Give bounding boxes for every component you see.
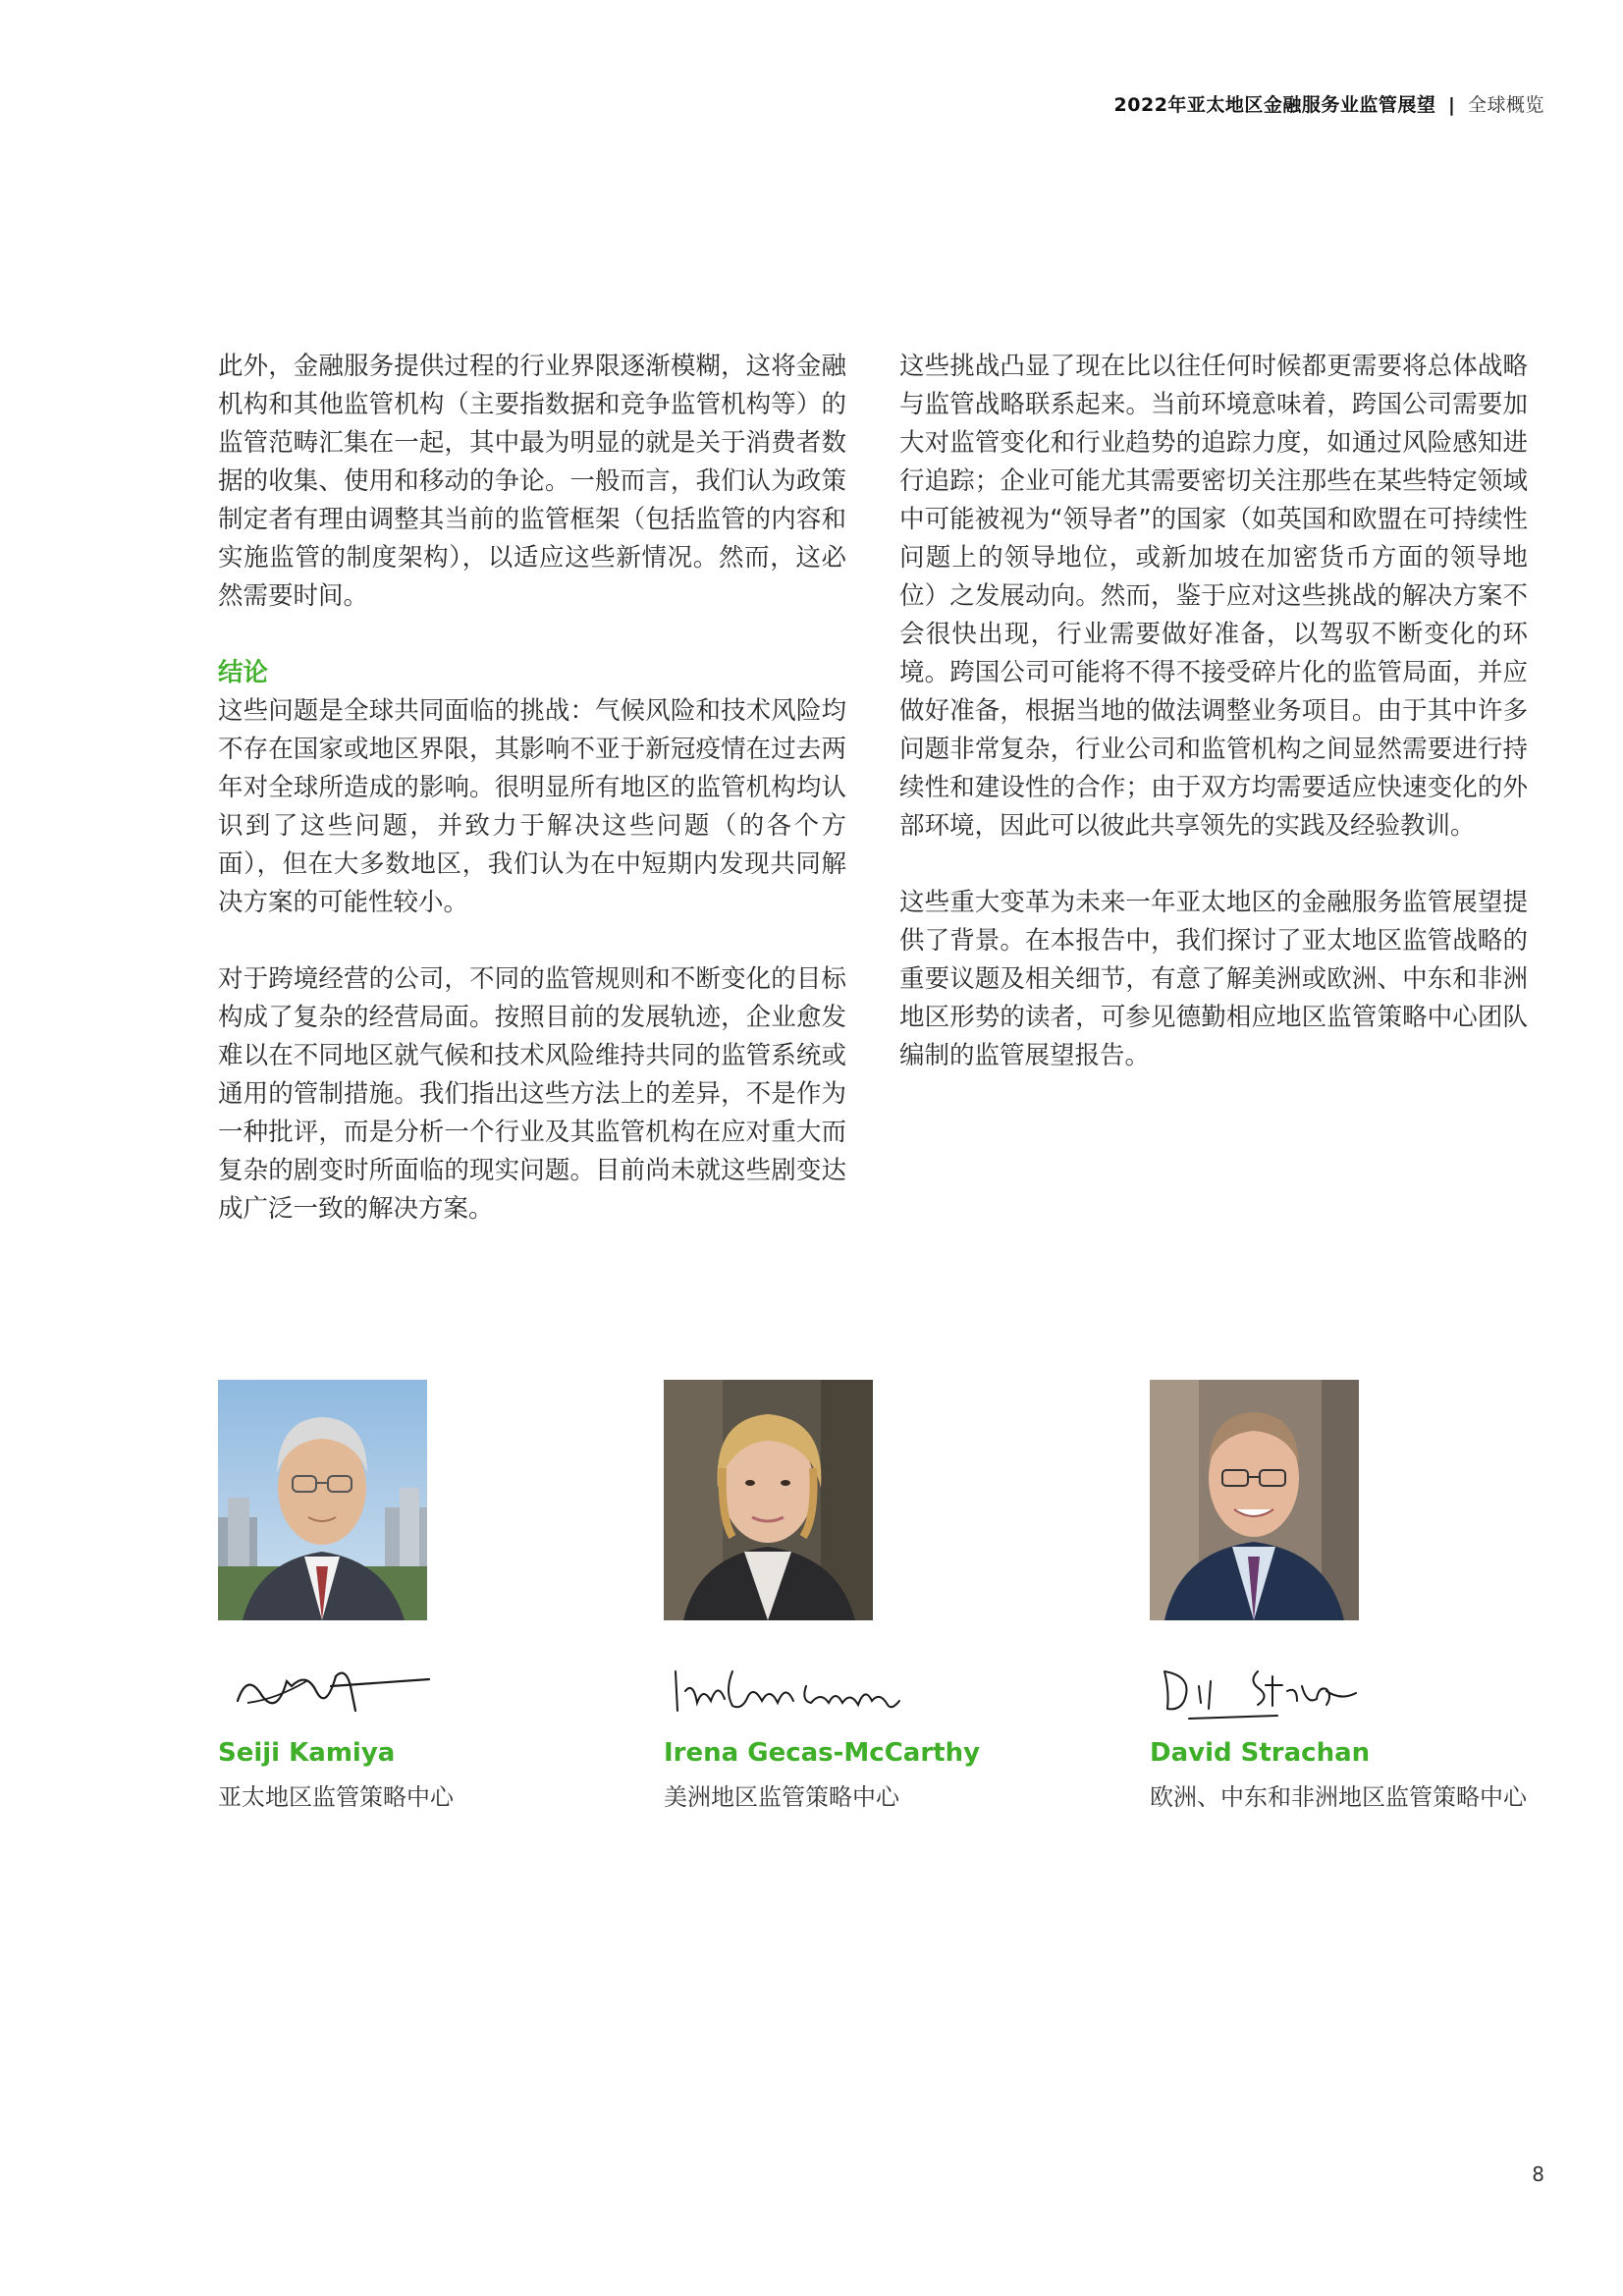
author-photo (664, 1380, 873, 1620)
author-name: David Strachan (1150, 1738, 1371, 1768)
conclusion-heading: 结论 (218, 658, 269, 687)
author-card (1150, 1380, 1562, 1812)
author-role: 美洲地区监管策略中心 (664, 1783, 899, 1811)
intro-paragraph: 此外，金融服务提供过程的行业界限逐渐模糊，这将金融机构和其他监管机构（主要指数据和竞争监管机构等）的监管范畴汇集在一起，其中最为明显的就是关于消费者数据的收集、使用和移动的争论。一般而言，我们认为政策制定者有理由调整其当前的监管框架（包括监管的内容和实施监管的制度架构），以适应这些新情况。然而，这必然需要时间。 (218, 352, 846, 611)
signature-image (218, 1642, 473, 1726)
author-photo (218, 1380, 427, 1620)
left-column (218, 348, 846, 1267)
author-card (664, 1380, 1076, 1812)
section-title: 全球概览 (1467, 94, 1544, 116)
conclusion-paragraph-2: 对于跨境经营的公司，不同的监管规则和不断变化的目标构成了复杂的经营局面。按照目前的发展轨迹，企业愈发难以在不同地区就气候和技术风险维持共同的监管系统或通用的管制措施。我们指出这些方法上的差异，不是作为一种批评，而是分析一个行业及其监管机构在应对重大而复杂的剧变时所面临的现实问题。目前尚未就这些剧变达成广泛一致的解决方案。 (218, 964, 846, 1224)
right-paragraph-1: 这些挑战凸显了现在比以往任何时候都更需要将总体战略与监管战略联系起来。当前环境意味着，跨国公司需要加大对监管变化和行业趋势的追踪力度，如通过风险感知进行追踪；企业可能尤其需要密切关注那些在某些特定领域中可能被视为“领导者”的国家（如英国和欧盟在可持续性问题上的领导地位，或新加坡在加密货币方面的领导地位）之发展动向。然而，鉴于应对这些挑战的解决方案不会很快出现，行业需要做好准备，以驾驭不断变化的环境。跨国公司可能将不得不接受碎片化的监管局面，并应做好准备，根据当地的做法调整业务项目。由于其中许多问题非常复杂，行业公司和监管机构之间显然需要进行持续性和建设性的合作；由于双方均需要适应快速变化的外部环境，因此可以彼此共享领先的实践及经验教训。 (899, 352, 1528, 841)
report-title: 2022年亚太地区金融服务业监管展望 (1113, 94, 1436, 116)
conclusion-paragraph-1: 这些问题是全球共同面临的挑战：气候风险和技术风险均不存在国家或地区界限，其影响不亚于新冠疫情在过去两年对全球所造成的影响。很明显所有地区的监管机构均认识到了这些问题，并致力于解决这些问题（的各个方面），但在大多数地区，我们认为在中短期内发现共同解决方案的可能性较小。 (218, 696, 846, 917)
signature-image (664, 1642, 919, 1726)
author-photo (1150, 1380, 1359, 1620)
header-separator: | (1447, 94, 1456, 116)
author-role: 亚太地区监管策略中心 (218, 1783, 454, 1811)
author-role: 欧洲、中东和非洲地区监管策略中心 (1150, 1783, 1527, 1811)
author-card (218, 1380, 630, 1812)
right-paragraph-2: 这些重大变革为未来一年亚太地区的金融服务监管展望提供了背景。在本报告中，我们探讨了亚太地区监管战略的重要议题及相关细节，有意了解美洲或欧洲、中东和非洲地区形势的读者，可参见德勤相应地区监管策略中心团队编制的监管展望报告。 (899, 888, 1528, 1070)
author-name: Irena Gecas-McCarthy (664, 1738, 981, 1768)
page-number: 8 (1532, 2162, 1544, 2186)
signature-image (1150, 1642, 1405, 1726)
author-name: Seiji Kamiya (218, 1738, 396, 1768)
running-header (1114, 90, 1544, 117)
right-column (899, 348, 1528, 1114)
